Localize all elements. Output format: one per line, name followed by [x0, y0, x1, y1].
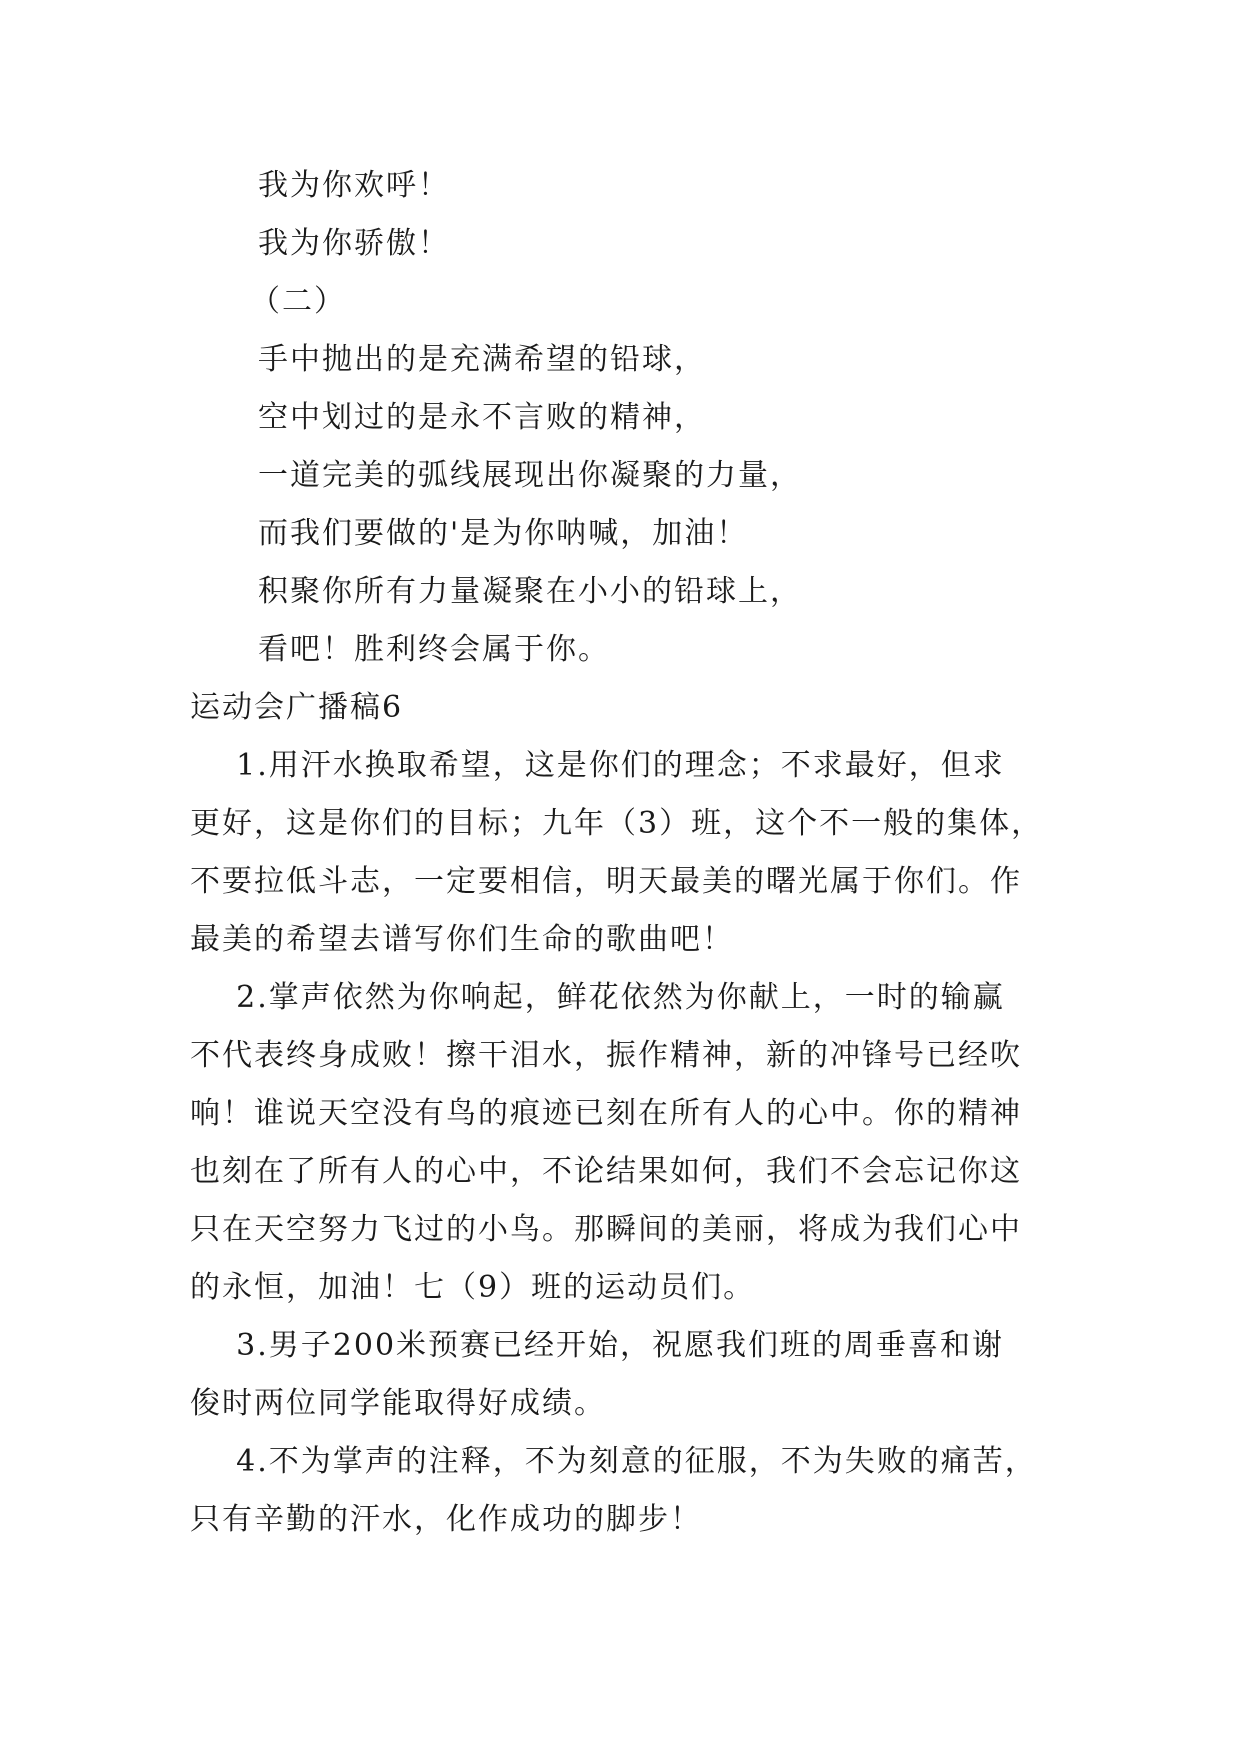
poem-line: 积聚你所有力量凝聚在小小的铅球上，	[258, 574, 802, 609]
paragraph-line: 3.男子200米预赛已经开始，祝愿我们班的周垂喜和谢	[190, 1328, 1005, 1363]
poem-line: 看吧！胜利终会属于你。	[258, 632, 610, 667]
paragraph-line: 只在天空努力飞过的小鸟。那瞬间的美丽，将成为我们心中	[190, 1212, 1022, 1247]
paragraph-line: 也刻在了所有人的心中，不论结果如何，我们不会忘记你这	[190, 1154, 1022, 1189]
poem-line: 我为你欢呼！	[258, 168, 450, 203]
paragraph-line: 1.用汗水换取希望，这是你们的理念；不求最好，但求	[190, 748, 1005, 783]
paragraph-line: 的永恒，加油！七（9）班的运动员们。	[190, 1270, 756, 1305]
paragraph-line: 4.不为掌声的注释，不为刻意的征服，不为失败的痛苦，	[190, 1444, 1037, 1479]
section-title: 运动会广播稿6	[190, 690, 404, 725]
paragraph-line: 2.掌声依然为你响起，鲜花依然为你献上，一时的输赢	[190, 980, 1005, 1015]
poem-section-marker: （二）	[250, 284, 346, 319]
poem-line: 而我们要做的'是为你呐喊，加油！	[258, 516, 749, 551]
paragraph-line: 只有辛勤的汗水，化作成功的脚步！	[190, 1502, 702, 1537]
paragraph-line: 更好，这是你们的目标；九年（3）班，这个不一般的集体，	[190, 806, 1044, 841]
poem-line: 手中抛出的是充满希望的铅球，	[258, 342, 706, 377]
paragraph-line: 不要拉低斗志，一定要相信，明天最美的曙光属于你们。作	[190, 864, 1022, 899]
paragraph-line: 最美的希望去谱写你们生命的歌曲吧！	[190, 922, 734, 957]
poem-line: 空中划过的是永不言败的精神，	[258, 400, 706, 435]
paragraph-line: 响！谁说天空没有鸟的痕迹已刻在所有人的心中。你的精神	[190, 1096, 1022, 1131]
poem-line: 一道完美的弧线展现出你凝聚的力量，	[258, 458, 802, 493]
paragraph-line: 不代表终身成败！擦干泪水，振作精神，新的冲锋号已经吹	[190, 1038, 1022, 1073]
poem-line: 我为你骄傲！	[258, 226, 450, 261]
paragraph-line: 俊时两位同学能取得好成绩。	[190, 1386, 606, 1421]
